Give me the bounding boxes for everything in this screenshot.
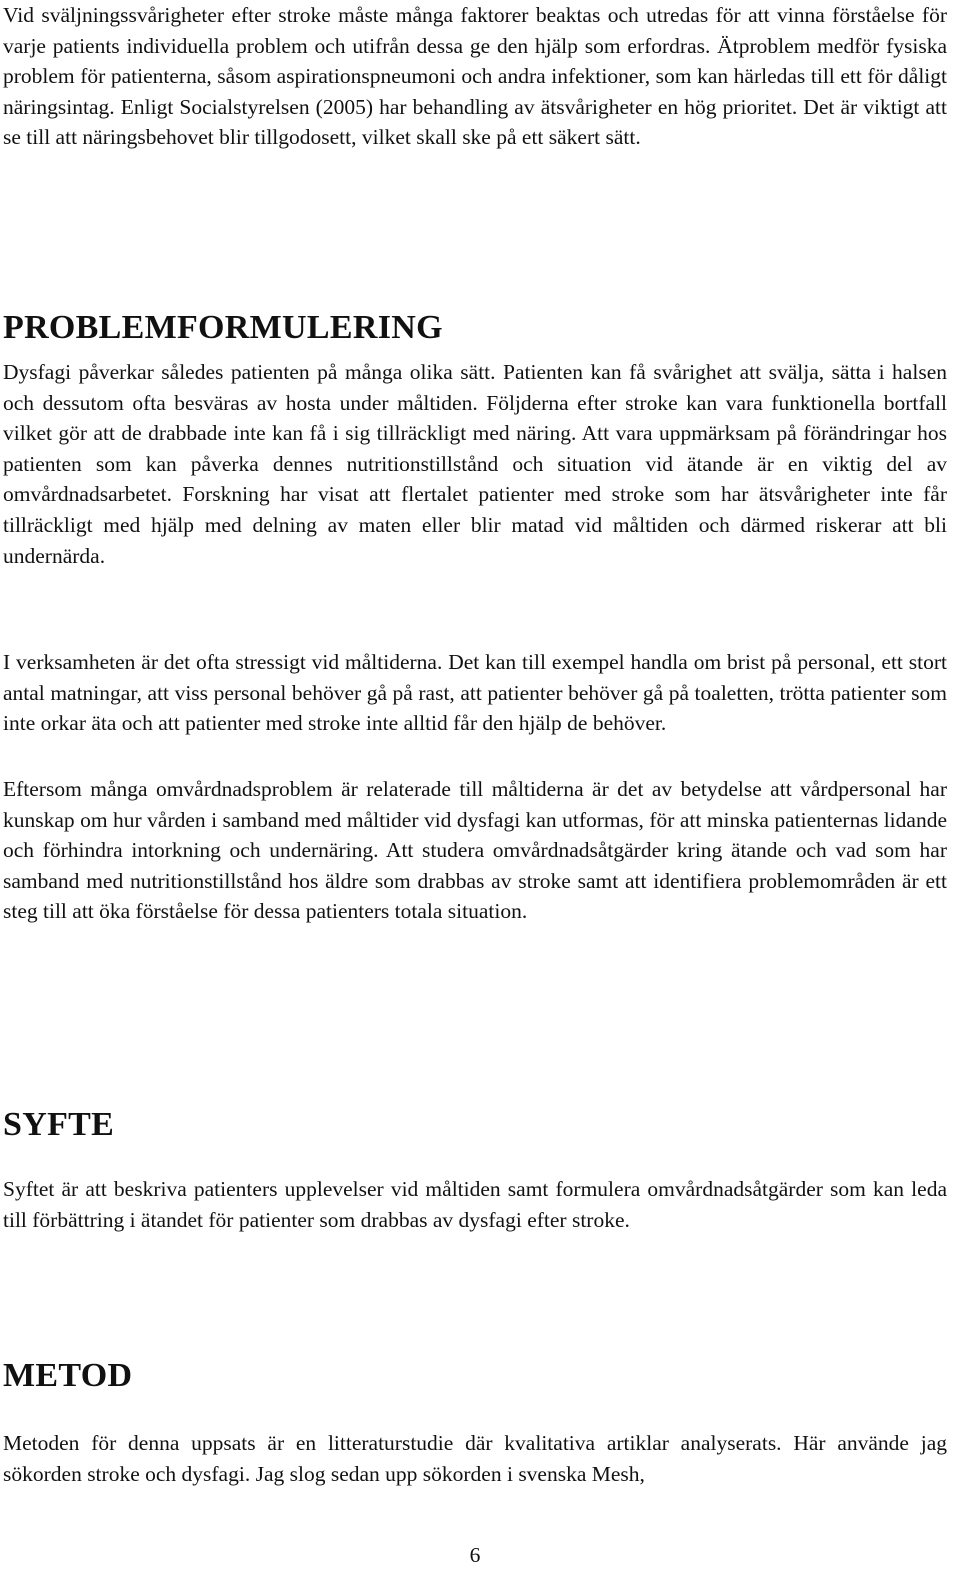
- body-paragraph-syfte: Syftet är att beskriva patienters upplevelser vid måltiden samt formulera omvårdnadsåtgärder som kan leda till förbättring i ätandet för patienter som drabbas av dysfagi efter stroke.: [3, 1177, 947, 1232]
- body-paragraph: Eftersom många omvårdnadsproblem är relaterade till måltiderna är det av betydelse att vårdpersonal har kunskap om hur vården i samband med måltider vid dysfagi kan utformas, för att minska patienternas lidande och förhindra intorkning och undernäring. Att studera omvårdnadsåtgärder kring ätande och vad som har samband med nutritionstillstånd hos äldre som drabbas av stroke samt att identifiera problemområden är ett steg till att öka förståelse för dessa patienters totala situation.: [3, 777, 947, 924]
- section-heading-syfte: SYFTE: [3, 1106, 115, 1143]
- body-paragraph-intro: Vid sväljningssvårigheter efter stroke måste många faktorer beaktas och utredas för att vinna förståelse för varje patients individuella problem och utifrån dessa ge den hjälp som erfordras. Ätproblem medför fysiska problem för patienterna, såsom aspirationspneumoni och andra infektioner, som kan härledas till ett för dåligt näringsintag. Enligt Socialstyrelsen (2005) har behandling av ätsvårigheter en hög prioritet. Det är viktigt att se till att näringsbehovet blir tillgodosett, vilket skall ske på ett säkert sätt.: [3, 3, 947, 150]
- body-paragraph: I verksamheten är det ofta stressigt vid måltiderna. Det kan till exempel handla om brist på personal, ett stort antal matningar, att viss personal behöver gå på rast, att patienter behöver gå på toaletten, trötta patienter som inte orkar äta och att patienter med stroke inte alltid får den hjälp de behöver.: [3, 650, 947, 736]
- section-heading-metod: METOD: [3, 1357, 133, 1394]
- section-heading-problemformulering: PROBLEMFORMULERING: [3, 309, 443, 346]
- body-paragraph: Dysfagi påverkar således patienten på många olika sätt. Patienten kan få svårighet att svälja, sätta i halsen och dessutom ofta besväras av hosta under måltiden. Följderna efter stroke kan vara funktionella bortfall vilket gör att de drabbade inte kan få i sig tillräckligt med näring. Att vara uppmärksam på förändringar hos patienten som kan påverka dennes nutritionstillstånd och situation vid ätande är en viktig del av omvårdnadsarbetet. Forskning har visat att flertalet patienter med stroke som har ätsvårigheter inte får tillräckligt med hjälp med delning av maten eller blir matad vid måltiden och därmed riskerar att bli undernärda.: [3, 360, 947, 568]
- page-number: 6: [469, 1543, 481, 1567]
- body-paragraph-metod: Metoden för denna uppsats är en litteraturstudie där kvalitativa artiklar analyserats. Här använde jag sökorden stroke och dysfagi. Jag slog sedan upp sökorden i svenska Mesh,: [3, 1431, 947, 1486]
